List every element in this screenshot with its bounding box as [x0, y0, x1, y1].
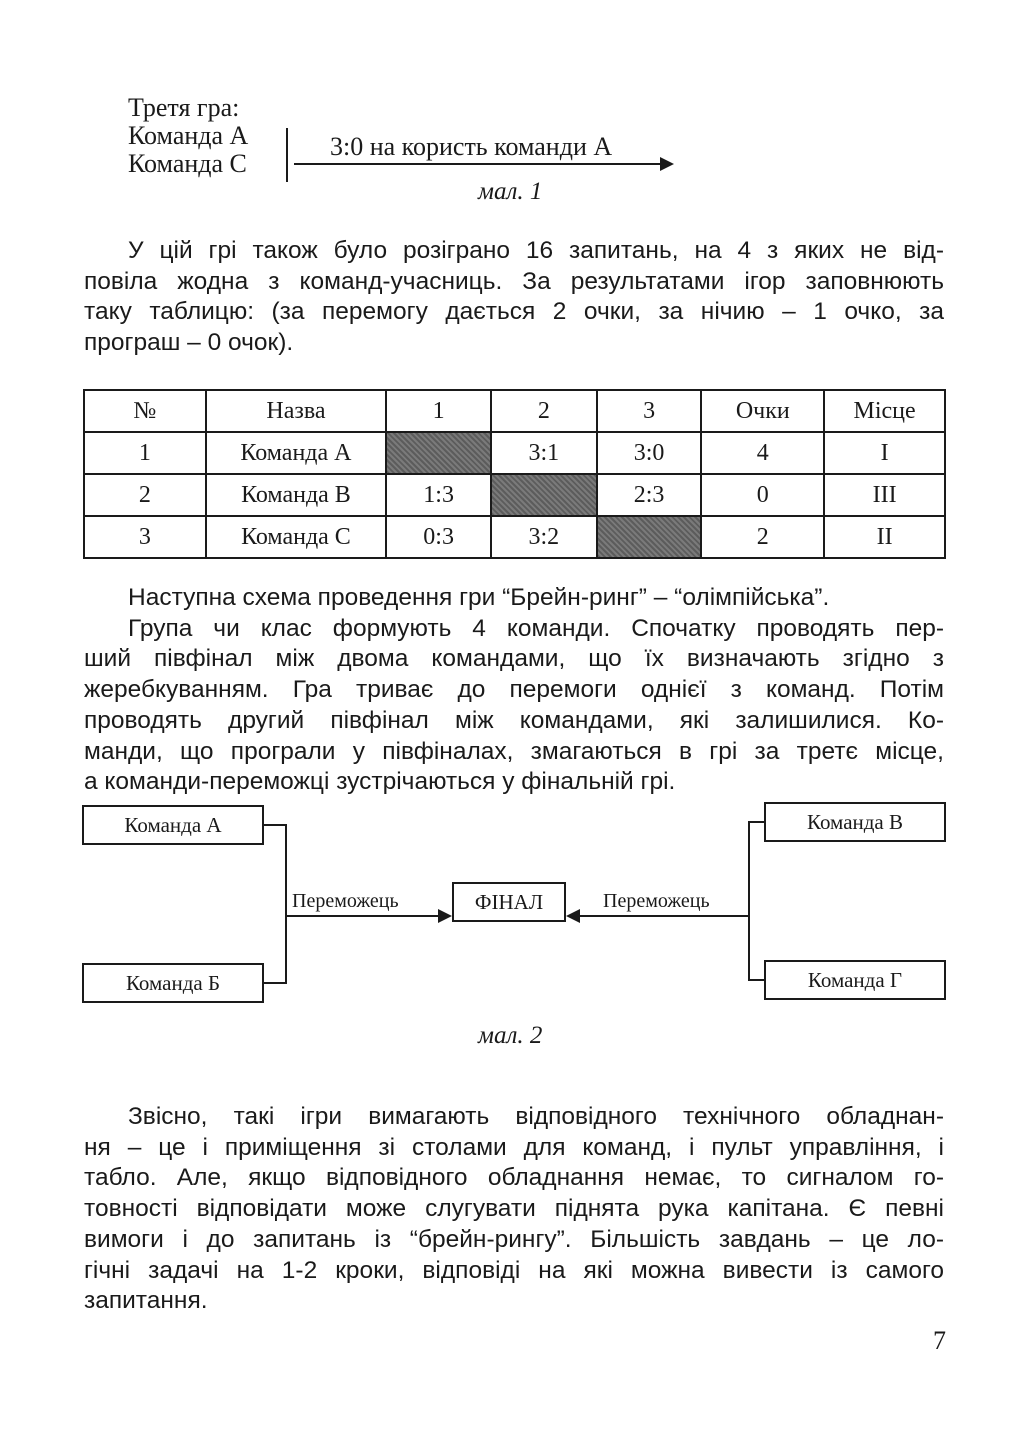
fig1-arrowhead-icon: [660, 157, 674, 171]
winner-label-right: Переможець: [603, 890, 710, 912]
paragraph-line: табло. Але, якщо відповідного обладнання немає, то сигналом го-: [84, 1164, 944, 1192]
fig2-caption: мал. 2: [478, 1022, 543, 1049]
cell-num: 1: [84, 432, 206, 474]
paragraph-line: ший півфінал між двома командами, що їх визначають згідно з: [84, 645, 944, 673]
fig1-result: 3:0 на користь команди А: [330, 132, 613, 161]
paragraph-line: проводять другий півфінал між командами, які залишилися. Ко-: [84, 706, 944, 734]
header-cell-game-2: 2: [491, 390, 597, 432]
cell-score: 1:3: [386, 474, 491, 516]
header-cell-num: №: [84, 390, 206, 432]
bracket-line: [264, 982, 286, 984]
bracket-line: [285, 915, 441, 917]
paragraph-line: повіла жодна з команд-учасниць. За результатами ігор заповнюють: [84, 267, 944, 295]
cell-score: 3:0: [597, 432, 702, 474]
paragraph-line: Наступна схема проведення гри “Брейн-ринг” – “олімпійська”.: [128, 584, 830, 611]
arrow-right-icon: [438, 909, 452, 923]
paragraph-line: гічні задачі на 1-2 кроки, відповіді на які можна вивести із самого: [84, 1256, 944, 1284]
box-team-v: Команда В: [764, 802, 946, 842]
fig1-heading: Третя гра:: [128, 93, 240, 122]
cell-num: 2: [84, 474, 206, 516]
cell-points: 2: [701, 516, 824, 558]
paragraph-line: програш – 0 очок).: [84, 329, 294, 357]
bracket-line: [264, 824, 286, 826]
fig1-arrow-line: [294, 163, 664, 165]
header-cell-game-1: 1: [386, 390, 491, 432]
box-final: ФІНАЛ: [452, 882, 566, 922]
box-team-a: Команда А: [82, 805, 264, 845]
cell-name: Команда В: [206, 474, 387, 516]
fig1-caption: мал. 1: [478, 178, 543, 205]
fig1-team-c: Команда С: [128, 149, 247, 178]
paragraph-line: Звісно, такі ігри вимагають відповідного технічного обладнан-: [128, 1103, 944, 1130]
winner-label-left: Переможець: [292, 890, 399, 912]
cell-num: 3: [84, 516, 206, 558]
paragraph-line: У цій грі також було розіграно 16 запитань, на 4 з яких не від-: [128, 237, 944, 264]
cell-score: 2:3: [597, 474, 702, 516]
header-cell-points: Очки: [701, 390, 824, 432]
paragraph-line: вимоги і до запитань із “брейн-рингу”. Більшість завдань – це ло-: [84, 1225, 944, 1253]
paragraph-line: запитання.: [84, 1287, 208, 1315]
cell-points: 4: [701, 432, 824, 474]
paragraph-line: манди, що програли у півфіналах, змагаються в грі за третє місце,: [84, 737, 944, 765]
paragraph-line: а команди-переможці зустрічаються у фінальній грі.: [84, 768, 676, 796]
bracket-line: [578, 915, 749, 917]
paragraph-3: [84, 1102, 944, 1317]
cell-shaded: [597, 516, 702, 558]
paragraph-1: [84, 236, 944, 359]
results-table: [83, 389, 946, 559]
header-cell-name: Назва: [206, 390, 387, 432]
paragraph-line: Група чи клас формують 4 команди. Спочатку проводять пер-: [128, 614, 944, 642]
fig1-divider: [286, 128, 288, 182]
table-row: [84, 474, 945, 516]
bracket-line: [285, 824, 287, 984]
page-number: 7: [933, 1326, 946, 1355]
cell-score: 3:1: [491, 432, 597, 474]
cell-shaded: [386, 432, 491, 474]
paragraph-line: товності відповідати може слугувати піднята рука капітана. Є певні: [84, 1195, 944, 1223]
cell-score: 3:2: [491, 516, 597, 558]
table-row: [84, 516, 945, 558]
header-cell-game-3: 3: [597, 390, 702, 432]
bracket-line: [748, 821, 764, 823]
header-cell-place: Місце: [824, 390, 945, 432]
bracket-line: [748, 821, 750, 981]
fig1-team-a: Команда А: [128, 121, 249, 150]
cell-place: III: [824, 474, 945, 516]
cell-name: Команда А: [206, 432, 387, 474]
cell-place: II: [824, 516, 945, 558]
paragraph-2: [84, 583, 944, 798]
cell-shaded: [491, 474, 597, 516]
paragraph-line: ня – це і приміщення зі столами для команд, і пульт управління, і: [84, 1133, 944, 1161]
box-team-b: Команда Б: [82, 963, 264, 1003]
box-team-g: Команда Г: [764, 960, 946, 1000]
bracket-line: [748, 979, 764, 981]
cell-points: 0: [701, 474, 824, 516]
paragraph-line: таку таблицю: (за перемогу дається 2 очки, за нічию – 1 очко, за: [84, 298, 944, 326]
cell-name: Команда С: [206, 516, 387, 558]
table-header-row: [84, 390, 945, 432]
cell-place: I: [824, 432, 945, 474]
cell-score: 0:3: [386, 516, 491, 558]
arrow-left-icon: [566, 909, 580, 923]
table-row: [84, 432, 945, 474]
paragraph-line: жеребкуванням. Гра триває до перемоги однієї з команд. Потім: [84, 676, 944, 704]
